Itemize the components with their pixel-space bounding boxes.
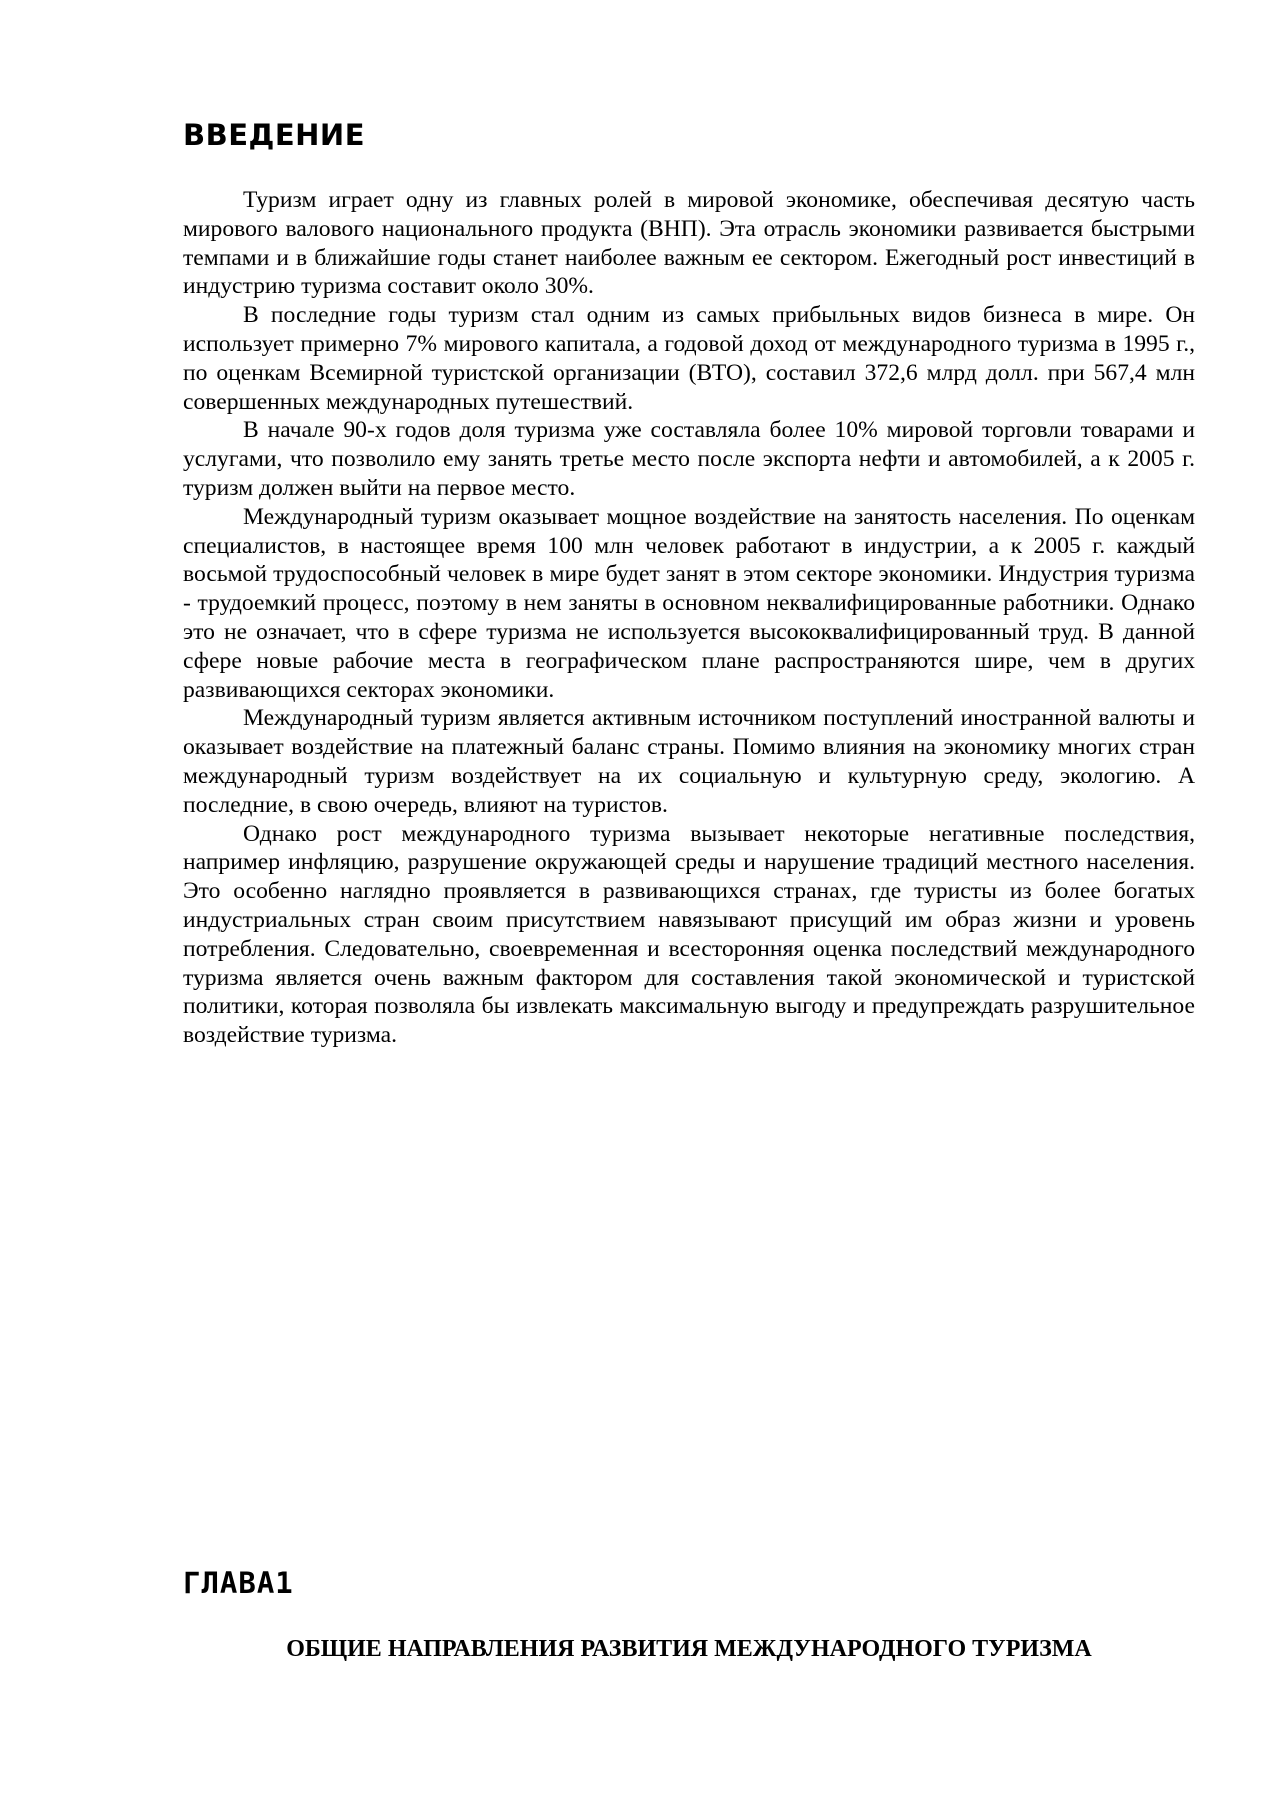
paragraph: Международный туризм оказывает мощное воздействие на занятость населения. По оценкам специалистов, в настоящее время 100 млн человек работают в индустрии, а к 2005 г. каждый восьмой трудоспособный человек в мире будет занят в этом секторе экономики. Индустрия туризма - трудоемкий процесс, поэтому в нем заняты в основном неквалифицированные работники. Однако это не означает, что в сфере туризма не используется высококвалифицированный труд. В данной сфере новые рабочие места в географическом плане распространяются шире, чем в других развивающихся секторах экономики. bbox=[183, 503, 1195, 703]
paragraph: В начале 90-х годов доля туризма уже составляла более 10% мировой торговли товарами и услугами, что позволило ему занять третье место после экспорта нефти и автомобилей, а к 2005 г. туризм должен выйти на первое место. bbox=[183, 417, 1195, 501]
paragraph: Туризм играет одну из главных ролей в мировой экономике, обеспечивая десятую часть мирового валового национального продукта (ВНП). Эта отрасль экономики развивается быстрыми темпами и в ближайшие годы станет наиболее важным ее сектором. Ежегодный рост инвестиций в индустрию туризма составит около 30%. bbox=[183, 187, 1195, 300]
paragraph: Однако рост международного туризма вызывает некоторые негативные последствия, например инфляцию, разрушение окружающей среды и нарушение традиций местного населения. Это особенно наглядно проявляется в развивающихся странах, где туристы из более богатых индустриальных стран своим присутствием навязывают присущий им образ жизни и уровень потребления. Следовательно, своевременная и всесторонняя оценка последствий международного туризма является очень важным фактором для составления такой экономической и туристской политики, которая позволяла бы извлекать максимальную выгоду и предупреждать разрушительное воздействие туризма. bbox=[183, 820, 1195, 1049]
intro-body bbox=[183, 186, 1195, 1050]
paragraph: В последние годы туризм стал одним из самых прибыльных видов бизнеса в мире. Он использует примерно 7% мирового капитала, а годовой доход от международного туризма в 1995 г., по оценкам Всемирной туристской организации (ВТО), составил 372,6 млрд долл. при 567,4 млн совершенных международных путешествий. bbox=[183, 302, 1195, 415]
chapter-heading: ГЛАВА1 bbox=[183, 1566, 294, 1600]
paragraph: Международный туризм является активным источником поступлений иностранной валюты и оказывает воздействие на платежный баланс страны. Помимо влияния на экономику многих стран международный туризм воздействует на их социальную и культурную среду, экологию. А последние, в свою очередь, влияют на туристов. bbox=[183, 705, 1195, 818]
intro-heading: ВВЕДЕНИЕ bbox=[183, 118, 366, 152]
chapter-title: ОБЩИЕ НАПРАВЛЕНИЯ РАЗВИТИЯ МЕЖДУНАРОДНОГО ТУРИЗМА bbox=[286, 1636, 1092, 1662]
